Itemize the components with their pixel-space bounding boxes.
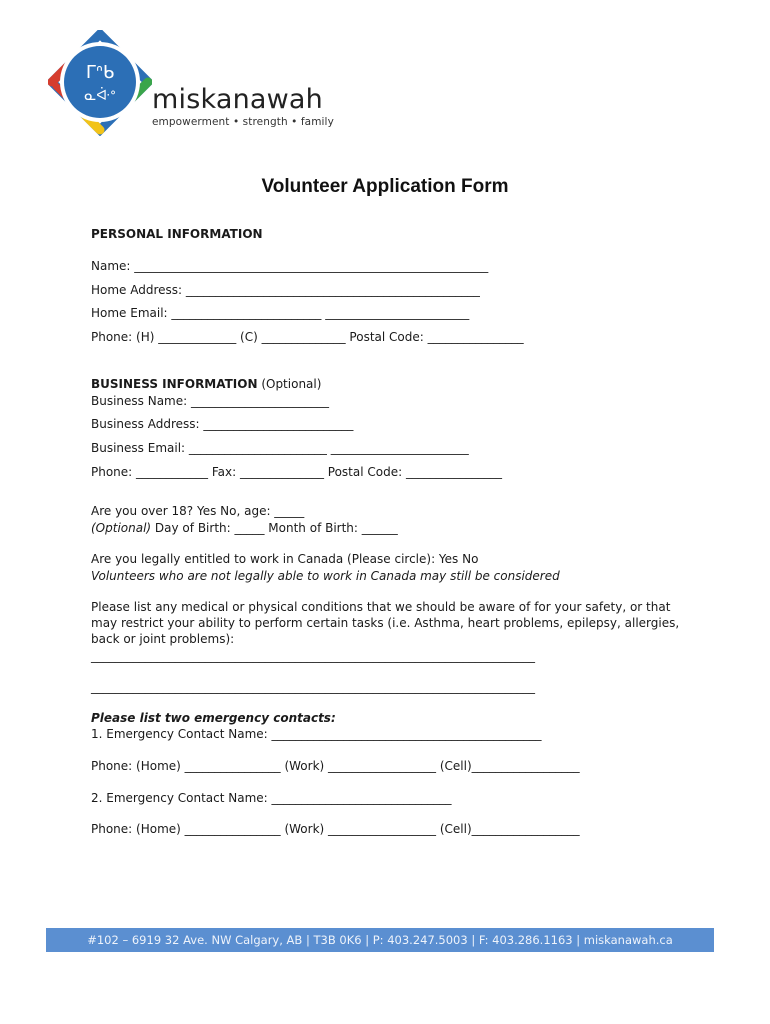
birth-row[interactable] [91, 521, 398, 535]
business-optional-label: (Optional) [257, 377, 322, 391]
medical-answer-line1[interactable]: __________________________________________________________________________ [91, 649, 535, 663]
work-eligibility-note: Volunteers who are not legally able to work in Canada may still be considered [91, 569, 560, 583]
personal-phone-field[interactable]: Phone: (H) _____________ (C) ______________ Postal Code: ________________ [91, 330, 524, 344]
home-email-field[interactable]: Home Email: _________________________ ________________________ [91, 306, 470, 320]
age-question[interactable]: Are you over 18? Yes No, age: _____ [91, 504, 305, 518]
emergency-contact1-phone-field[interactable]: Phone: (Home) ________________ (Work) __________________ (Cell)__________________ [91, 759, 580, 773]
form-title: Volunteer Application Form [261, 176, 509, 197]
business-name-field[interactable]: Business Name: _______________________ [91, 394, 329, 408]
personal-info-heading: PERSONAL INFORMATION [91, 227, 263, 241]
business-info-heading: BUSINESS INFORMATION [91, 377, 258, 391]
footer-contact-bar: #102 – 6919 32 Ave. NW Calgary, AB | T3B 0K6 | P: 403.247.5003 | F: 403.286.1163 | miskanawah.ca [46, 928, 714, 952]
logo-syllabics-bottom: ᓇᐚᐤ [84, 88, 116, 104]
name-field[interactable]: Name: ___________________________________________________________ [91, 259, 489, 273]
logo-tagline: empowerment • strength • family [152, 116, 334, 128]
emergency-contact1-name-field[interactable]: 1. Emergency Contact Name: _____________________________________________ [91, 727, 542, 741]
medical-question-line3: back or joint problems): [91, 632, 235, 646]
business-info-heading-row [91, 377, 321, 391]
logo-syllabics-top: ᒥᐢᑲ [85, 62, 115, 83]
work-eligibility-question[interactable]: Are you legally entitled to work in Canada (Please circle): Yes No [91, 552, 479, 566]
medical-question-line2: may restrict your ability to perform certain tasks (i.e. Asthma, heart problems, epilepsy, allergies, [91, 616, 680, 630]
birth-fields[interactable]: Day of Birth: _____ Month of Birth: ______ [151, 521, 398, 535]
medical-answer-line2[interactable]: __________________________________________________________________________ [91, 680, 535, 694]
emergency-heading: Please list two emergency contacts: [91, 711, 336, 725]
emergency-contact2-phone-field[interactable]: Phone: (Home) ________________ (Work) __________________ (Cell)__________________ [91, 822, 580, 836]
logo-emblem-icon [48, 30, 152, 136]
logo-wordmark: miskanawah [152, 84, 323, 115]
birth-optional-label: (Optional) [91, 521, 152, 535]
medical-question-line1: Please list any medical or physical conditions that we should be aware of for your safety, or that [91, 600, 671, 614]
business-email-field[interactable]: Business Email: _______________________ _______________________ [91, 441, 469, 455]
miskanawah-logo [48, 30, 348, 136]
emergency-contact2-name-field[interactable]: 2. Emergency Contact Name: ______________________________ [91, 791, 452, 805]
business-phone-field[interactable]: Phone: ____________ Fax: ______________ Postal Code: ________________ [91, 465, 502, 479]
home-address-field[interactable]: Home Address: _________________________________________________ [91, 283, 480, 297]
business-address-field[interactable]: Business Address: _________________________ [91, 417, 354, 431]
